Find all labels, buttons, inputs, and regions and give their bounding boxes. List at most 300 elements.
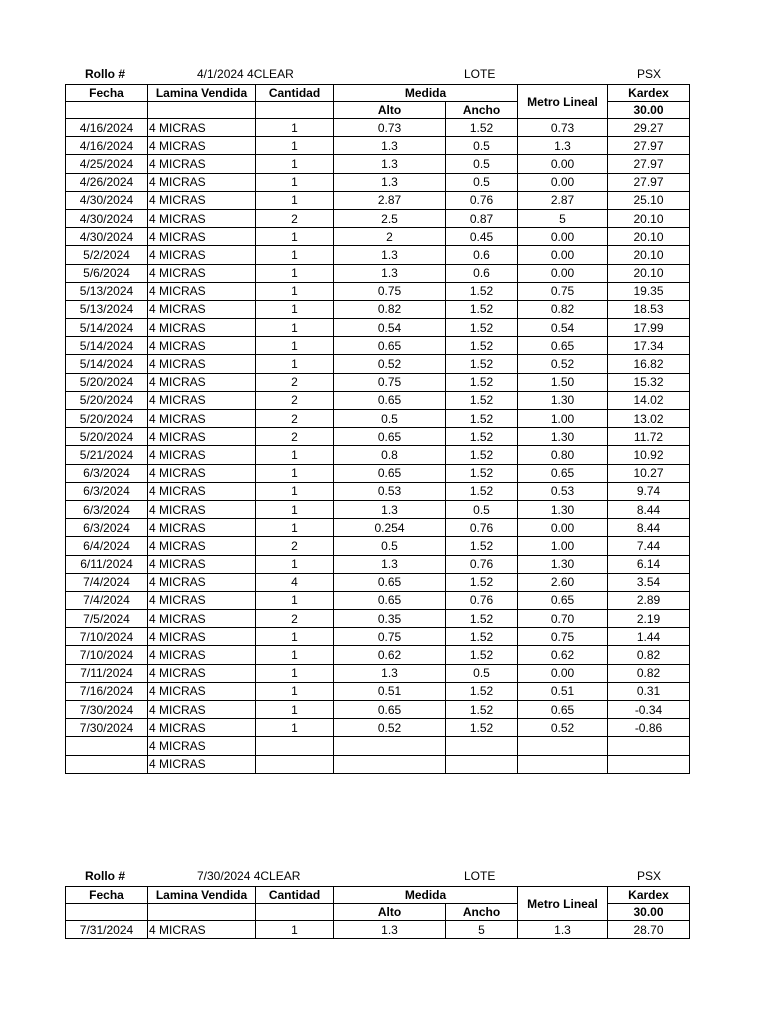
- cell-alto: 0.75: [334, 282, 446, 300]
- table-row: [66, 464, 690, 482]
- table-row: [66, 228, 690, 246]
- cell-alto: 0.65: [334, 337, 446, 355]
- cell-ancho: 0.6: [446, 246, 518, 264]
- cell-metro-lineal: 1.30: [518, 391, 608, 409]
- cell-fecha: 6/3/2024: [66, 519, 148, 537]
- table-row: [66, 391, 690, 409]
- cell-kardex: 7.44: [608, 537, 690, 555]
- table-row: [66, 628, 690, 646]
- cell-kardex: 8.44: [608, 519, 690, 537]
- cell-ancho: 1.52: [446, 282, 518, 300]
- table-row: [66, 701, 690, 719]
- cell-cantidad: 1: [256, 921, 334, 939]
- psx-label: PSX: [637, 869, 662, 883]
- cell-metro-lineal: 0.54: [518, 319, 608, 337]
- cell-lamina: 4 MICRAS: [148, 410, 256, 428]
- cell-metro-lineal: 0.00: [518, 155, 608, 173]
- table-row: [66, 319, 690, 337]
- cell-cantidad: 2: [256, 410, 334, 428]
- cell-fecha: 5/20/2024: [66, 391, 148, 409]
- cell-fecha: 5/13/2024: [66, 300, 148, 318]
- cell-fecha: 7/5/2024: [66, 610, 148, 628]
- cell-lamina: 4 MICRAS: [148, 282, 256, 300]
- cell-ancho: 0.5: [446, 173, 518, 191]
- cell-kardex: 27.97: [608, 155, 690, 173]
- cell-ancho: 1.52: [446, 300, 518, 318]
- cell-alto: [334, 755, 446, 773]
- cell-alto: 1.3: [334, 664, 446, 682]
- cell-lamina: 4 MICRAS: [148, 464, 256, 482]
- cell-alto: 0.62: [334, 646, 446, 664]
- table-row: [66, 373, 690, 391]
- empty-cell: [66, 102, 148, 119]
- table-row: [66, 610, 690, 628]
- cell-fecha: 5/6/2024: [66, 264, 148, 282]
- cell-alto: 1.3: [334, 555, 446, 573]
- col-header-ancho: Ancho: [446, 904, 518, 921]
- cell-lamina: 4 MICRAS: [148, 737, 256, 755]
- cell-metro-lineal: 0.62: [518, 646, 608, 664]
- cell-lamina: 4 MICRAS: [148, 537, 256, 555]
- col-header-kardex: Kardex: [608, 887, 690, 904]
- cell-lamina: 4 MICRAS: [148, 209, 256, 227]
- cell-kardex: 20.10: [608, 264, 690, 282]
- ledger-table: [65, 886, 690, 939]
- cell-alto: 1.3: [334, 500, 446, 518]
- cell-ancho: 1.52: [446, 482, 518, 500]
- cell-alto: 0.65: [334, 573, 446, 591]
- cell-alto: 0.65: [334, 701, 446, 719]
- ledger-table: [65, 84, 690, 774]
- cell-lamina: 4 MICRAS: [148, 428, 256, 446]
- table-row: [66, 282, 690, 300]
- cell-cantidad: 1: [256, 337, 334, 355]
- cell-alto: 2: [334, 228, 446, 246]
- cell-metro-lineal: 0.00: [518, 664, 608, 682]
- cell-lamina: 4 MICRAS: [148, 300, 256, 318]
- cell-cantidad: 1: [256, 446, 334, 464]
- cell-lamina: 4 MICRAS: [148, 500, 256, 518]
- cell-ancho: 0.5: [446, 155, 518, 173]
- table-row: [66, 119, 690, 137]
- cell-alto: 1.3: [334, 246, 446, 264]
- cell-metro-lineal: 0.65: [518, 591, 608, 609]
- cell-kardex: 9.74: [608, 482, 690, 500]
- cell-metro-lineal: 0.65: [518, 701, 608, 719]
- cell-lamina: 4 MICRAS: [148, 519, 256, 537]
- cell-ancho: 1.52: [446, 464, 518, 482]
- cell-metro-lineal: 1.00: [518, 410, 608, 428]
- cell-lamina: 4 MICRAS: [148, 755, 256, 773]
- cell-alto: 0.65: [334, 428, 446, 446]
- cell-ancho: 1.52: [446, 537, 518, 555]
- col-header-lamina: Lamina Vendida: [148, 887, 256, 904]
- cell-metro-lineal: [518, 755, 608, 773]
- header-row: [66, 85, 690, 102]
- cell-cantidad: 1: [256, 355, 334, 373]
- cell-kardex: -0.86: [608, 719, 690, 737]
- cell-cantidad: [256, 755, 334, 773]
- cell-lamina: 4 MICRAS: [148, 228, 256, 246]
- col-header-alto: Alto: [334, 102, 446, 119]
- cell-kardex: 10.27: [608, 464, 690, 482]
- cell-fecha: 7/10/2024: [66, 628, 148, 646]
- cell-kardex: 3.54: [608, 573, 690, 591]
- col-header-alto: Alto: [334, 904, 446, 921]
- table-row: [66, 737, 690, 755]
- cell-metro-lineal: 0.80: [518, 446, 608, 464]
- cell-kardex: -0.34: [608, 701, 690, 719]
- cell-alto: 0.52: [334, 355, 446, 373]
- cell-metro-lineal: 0.70: [518, 610, 608, 628]
- cell-fecha: 5/2/2024: [66, 246, 148, 264]
- cell-cantidad: 1: [256, 173, 334, 191]
- cell-ancho: 0.76: [446, 191, 518, 209]
- cell-ancho: 1.52: [446, 391, 518, 409]
- cell-lamina: 4 MICRAS: [148, 337, 256, 355]
- cell-kardex: 18.53: [608, 300, 690, 318]
- cell-kardex: 15.32: [608, 373, 690, 391]
- table-row: [66, 719, 690, 737]
- cell-fecha: 7/16/2024: [66, 682, 148, 700]
- cell-alto: 0.65: [334, 391, 446, 409]
- cell-cantidad: 2: [256, 373, 334, 391]
- cell-cantidad: 1: [256, 555, 334, 573]
- cell-cantidad: 1: [256, 628, 334, 646]
- cell-cantidad: 2: [256, 209, 334, 227]
- cell-kardex: 25.10: [608, 191, 690, 209]
- cell-cantidad: 1: [256, 646, 334, 664]
- col-header-metro-lineal: Metro Lineal: [518, 887, 608, 921]
- col-header-ancho: Ancho: [446, 102, 518, 119]
- cell-fecha: 7/4/2024: [66, 591, 148, 609]
- cell-metro-lineal: 0.00: [518, 519, 608, 537]
- cell-kardex: [608, 755, 690, 773]
- cell-ancho: [446, 755, 518, 773]
- rollo-block-1: [65, 66, 689, 774]
- table-row: [66, 591, 690, 609]
- cell-kardex: 20.10: [608, 246, 690, 264]
- cell-ancho: 1.52: [446, 446, 518, 464]
- cell-lamina: 4 MICRAS: [148, 355, 256, 373]
- cell-cantidad: 1: [256, 682, 334, 700]
- cell-lamina: 4 MICRAS: [148, 646, 256, 664]
- cell-lamina: 4 MICRAS: [148, 446, 256, 464]
- cell-lamina: 4 MICRAS: [148, 264, 256, 282]
- table-row: [66, 410, 690, 428]
- cell-ancho: 0.76: [446, 591, 518, 609]
- cell-metro-lineal: 0.51: [518, 682, 608, 700]
- cell-fecha: 5/14/2024: [66, 355, 148, 373]
- cell-alto: 0.5: [334, 537, 446, 555]
- cell-fecha: 5/13/2024: [66, 282, 148, 300]
- cell-kardex: 17.99: [608, 319, 690, 337]
- cell-metro-lineal: 0.73: [518, 119, 608, 137]
- table-row: [66, 755, 690, 773]
- empty-cell: [256, 102, 334, 119]
- cell-ancho: 1.52: [446, 646, 518, 664]
- cell-kardex: 20.10: [608, 209, 690, 227]
- cell-metro-lineal: 0.00: [518, 228, 608, 246]
- cell-cantidad: 2: [256, 391, 334, 409]
- table-row: [66, 155, 690, 173]
- cell-kardex: 2.89: [608, 591, 690, 609]
- cell-cantidad: 1: [256, 591, 334, 609]
- cell-fecha: 4/16/2024: [66, 119, 148, 137]
- cell-fecha: 6/3/2024: [66, 464, 148, 482]
- cell-kardex: 10.92: [608, 446, 690, 464]
- cell-cantidad: 1: [256, 482, 334, 500]
- cell-ancho: 1.52: [446, 701, 518, 719]
- cell-alto: 0.5: [334, 410, 446, 428]
- table-row: [66, 537, 690, 555]
- cell-cantidad: 1: [256, 701, 334, 719]
- cell-cantidad: 1: [256, 300, 334, 318]
- table-row: [66, 921, 690, 939]
- cell-metro-lineal: 1.3: [518, 921, 608, 939]
- cell-alto: 0.73: [334, 119, 446, 137]
- psx-label: PSX: [637, 67, 662, 81]
- cell-ancho: [446, 737, 518, 755]
- cell-metro-lineal: 1.50: [518, 373, 608, 391]
- cell-alto: 1.3: [334, 173, 446, 191]
- cell-kardex: 27.97: [608, 137, 690, 155]
- cell-alto: 0.51: [334, 682, 446, 700]
- cell-kardex: [608, 737, 690, 755]
- cell-ancho: 1.52: [446, 573, 518, 591]
- cell-alto: 1.3: [334, 921, 446, 939]
- cell-metro-lineal: 0.75: [518, 628, 608, 646]
- cell-lamina: 4 MICRAS: [148, 373, 256, 391]
- cell-cantidad: 2: [256, 610, 334, 628]
- cell-ancho: 0.45: [446, 228, 518, 246]
- cell-metro-lineal: [518, 737, 608, 755]
- cell-metro-lineal: 0.75: [518, 282, 608, 300]
- table-row: [66, 173, 690, 191]
- table-row: [66, 500, 690, 518]
- cell-metro-lineal: 5: [518, 209, 608, 227]
- cell-fecha: 4/30/2024: [66, 191, 148, 209]
- cell-alto: 1.3: [334, 155, 446, 173]
- cell-metro-lineal: 0.52: [518, 355, 608, 373]
- lote-label: LOTE: [464, 67, 496, 81]
- cell-fecha: [66, 755, 148, 773]
- col-header-medida: Medida: [334, 85, 518, 102]
- cell-ancho: 1.52: [446, 119, 518, 137]
- empty-cell: [148, 904, 256, 921]
- col-header-cantidad: Cantidad: [256, 85, 334, 102]
- cell-alto: 0.254: [334, 519, 446, 537]
- cell-lamina: 4 MICRAS: [148, 555, 256, 573]
- cell-ancho: 5: [446, 921, 518, 939]
- table-row: [66, 209, 690, 227]
- cell-metro-lineal: 2.60: [518, 573, 608, 591]
- cell-cantidad: 1: [256, 282, 334, 300]
- empty-cell: [148, 102, 256, 119]
- cell-cantidad: 1: [256, 191, 334, 209]
- cell-metro-lineal: 2.87: [518, 191, 608, 209]
- rollo-label: Rollo #: [84, 67, 125, 81]
- cell-lamina: 4 MICRAS: [148, 610, 256, 628]
- col-header-fecha: Fecha: [66, 887, 148, 904]
- cell-metro-lineal: 0.00: [518, 246, 608, 264]
- col-header-kardex: Kardex: [608, 85, 690, 102]
- cell-ancho: 0.6: [446, 264, 518, 282]
- cell-fecha: 7/11/2024: [66, 664, 148, 682]
- cell-fecha: 4/26/2024: [66, 173, 148, 191]
- cell-fecha: 7/30/2024: [66, 701, 148, 719]
- empty-cell: [256, 904, 334, 921]
- table-row: [66, 246, 690, 264]
- cell-lamina: 4 MICRAS: [148, 921, 256, 939]
- rollo-label: Rollo #: [84, 869, 125, 883]
- cell-lamina: 4 MICRAS: [148, 246, 256, 264]
- table-row: [66, 646, 690, 664]
- cell-kardex: 27.97: [608, 173, 690, 191]
- table-row: [66, 428, 690, 446]
- table-row: [66, 191, 690, 209]
- cell-kardex: 0.82: [608, 646, 690, 664]
- cell-metro-lineal: 0.00: [518, 264, 608, 282]
- rollo-header: [65, 66, 689, 84]
- initial-stock: 30.00: [608, 904, 690, 921]
- cell-fecha: 5/20/2024: [66, 428, 148, 446]
- cell-alto: 2.5: [334, 209, 446, 227]
- cell-lamina: 4 MICRAS: [148, 664, 256, 682]
- cell-kardex: 2.19: [608, 610, 690, 628]
- cell-ancho: 1.52: [446, 610, 518, 628]
- col-header-lamina: Lamina Vendida: [148, 85, 256, 102]
- cell-lamina: 4 MICRAS: [148, 701, 256, 719]
- cell-lamina: 4 MICRAS: [148, 591, 256, 609]
- cell-fecha: 5/14/2024: [66, 337, 148, 355]
- table-row: [66, 137, 690, 155]
- col-header-cantidad: Cantidad: [256, 887, 334, 904]
- cell-kardex: 20.10: [608, 228, 690, 246]
- table-row: [66, 664, 690, 682]
- cell-ancho: 1.52: [446, 373, 518, 391]
- cell-metro-lineal: 1.30: [518, 428, 608, 446]
- cell-metro-lineal: 1.30: [518, 555, 608, 573]
- cell-alto: 2.87: [334, 191, 446, 209]
- cell-ancho: 0.5: [446, 500, 518, 518]
- cell-cantidad: 1: [256, 719, 334, 737]
- cell-kardex: 29.27: [608, 119, 690, 137]
- cell-kardex: 1.44: [608, 628, 690, 646]
- cell-kardex: 11.72: [608, 428, 690, 446]
- cell-kardex: 16.82: [608, 355, 690, 373]
- cell-ancho: 1.52: [446, 628, 518, 646]
- cell-ancho: 0.76: [446, 555, 518, 573]
- cell-kardex: 6.14: [608, 555, 690, 573]
- cell-kardex: 19.35: [608, 282, 690, 300]
- cell-alto: 0.75: [334, 628, 446, 646]
- cell-cantidad: 1: [256, 119, 334, 137]
- cell-alto: 1.3: [334, 264, 446, 282]
- cell-kardex: 0.82: [608, 664, 690, 682]
- cell-cantidad: [256, 737, 334, 755]
- cell-cantidad: 2: [256, 537, 334, 555]
- table-row: [66, 264, 690, 282]
- cell-ancho: 0.5: [446, 664, 518, 682]
- cell-fecha: 7/30/2024: [66, 719, 148, 737]
- rollo-value: 4/1/2024 4CLEAR: [197, 67, 294, 81]
- cell-ancho: 0.76: [446, 519, 518, 537]
- cell-fecha: 7/4/2024: [66, 573, 148, 591]
- cell-ancho: 1.52: [446, 719, 518, 737]
- cell-metro-lineal: 0.00: [518, 173, 608, 191]
- table-row: [66, 337, 690, 355]
- cell-lamina: 4 MICRAS: [148, 119, 256, 137]
- cell-fecha: 6/3/2024: [66, 482, 148, 500]
- header-row: [66, 887, 690, 904]
- cell-lamina: 4 MICRAS: [148, 155, 256, 173]
- cell-kardex: 14.02: [608, 391, 690, 409]
- cell-kardex: 17.34: [608, 337, 690, 355]
- cell-ancho: 1.52: [446, 319, 518, 337]
- cell-fecha: 5/14/2024: [66, 319, 148, 337]
- cell-fecha: 6/4/2024: [66, 537, 148, 555]
- cell-cantidad: 1: [256, 319, 334, 337]
- table-row: [66, 355, 690, 373]
- cell-alto: 0.8: [334, 446, 446, 464]
- rollo-value: 7/30/2024 4CLEAR: [197, 869, 301, 883]
- cell-alto: 0.75: [334, 373, 446, 391]
- rollo-block-2: [65, 868, 689, 939]
- cell-metro-lineal: 0.65: [518, 337, 608, 355]
- cell-alto: 0.65: [334, 464, 446, 482]
- cell-alto: 0.54: [334, 319, 446, 337]
- empty-cell: [66, 904, 148, 921]
- cell-lamina: 4 MICRAS: [148, 173, 256, 191]
- cell-kardex: 0.31: [608, 682, 690, 700]
- cell-ancho: 1.52: [446, 355, 518, 373]
- cell-cantidad: 1: [256, 500, 334, 518]
- cell-lamina: 4 MICRAS: [148, 628, 256, 646]
- cell-ancho: 1.52: [446, 337, 518, 355]
- cell-cantidad: 1: [256, 664, 334, 682]
- table-row: [66, 555, 690, 573]
- cell-fecha: 6/3/2024: [66, 500, 148, 518]
- cell-cantidad: 2: [256, 428, 334, 446]
- cell-alto: 0.53: [334, 482, 446, 500]
- cell-cantidad: 1: [256, 464, 334, 482]
- table-row: [66, 519, 690, 537]
- cell-fecha: [66, 737, 148, 755]
- cell-alto: 1.3: [334, 137, 446, 155]
- cell-alto: 0.82: [334, 300, 446, 318]
- cell-fecha: 5/20/2024: [66, 410, 148, 428]
- cell-metro-lineal: 0.53: [518, 482, 608, 500]
- cell-metro-lineal: 1.00: [518, 537, 608, 555]
- cell-fecha: 4/30/2024: [66, 209, 148, 227]
- cell-cantidad: 1: [256, 137, 334, 155]
- cell-alto: 0.52: [334, 719, 446, 737]
- cell-metro-lineal: 1.30: [518, 500, 608, 518]
- cell-fecha: 5/21/2024: [66, 446, 148, 464]
- cell-metro-lineal: 0.65: [518, 464, 608, 482]
- cell-ancho: 1.52: [446, 410, 518, 428]
- cell-lamina: 4 MICRAS: [148, 137, 256, 155]
- cell-fecha: 7/31/2024: [66, 921, 148, 939]
- cell-cantidad: 1: [256, 228, 334, 246]
- cell-kardex: 28.70: [608, 921, 690, 939]
- cell-lamina: 4 MICRAS: [148, 719, 256, 737]
- table-row: [66, 446, 690, 464]
- col-header-fecha: Fecha: [66, 85, 148, 102]
- cell-fecha: 5/20/2024: [66, 373, 148, 391]
- cell-kardex: 13.02: [608, 410, 690, 428]
